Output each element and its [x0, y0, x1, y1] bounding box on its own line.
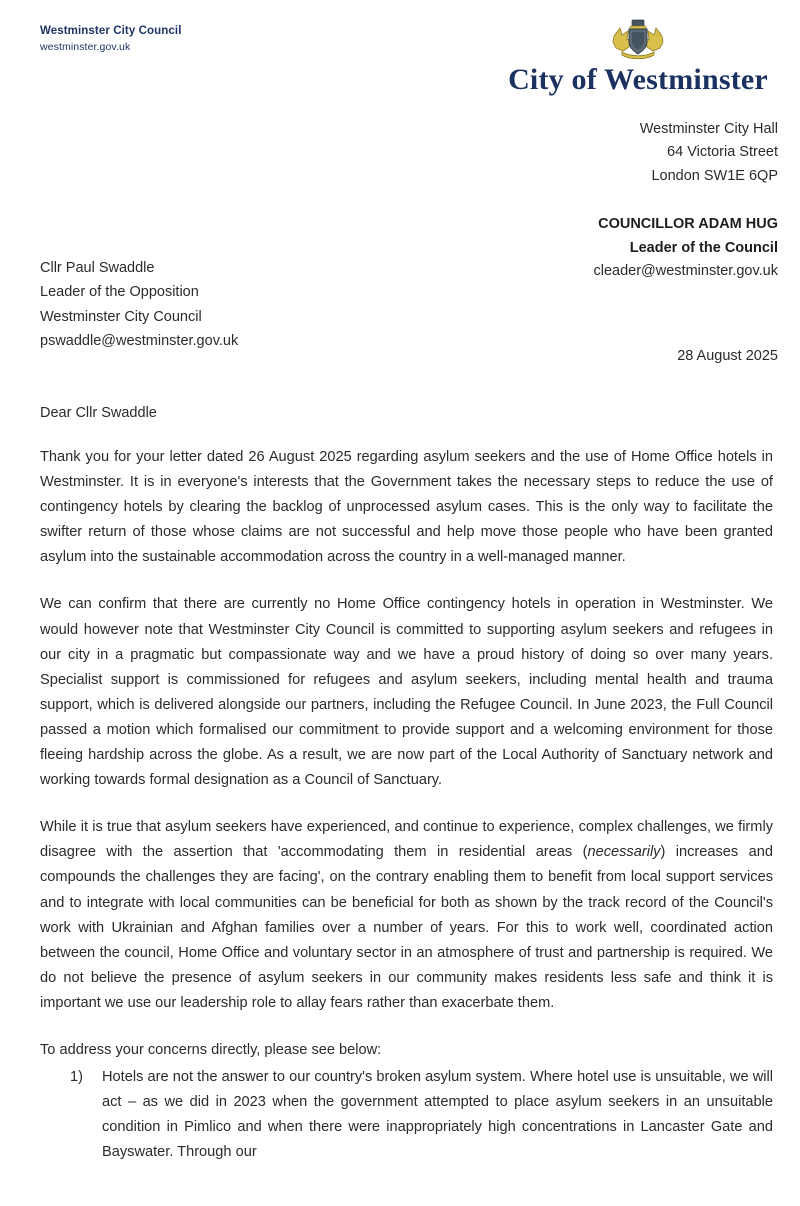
- list-item-text: Hotels are not the answer to our country's broken asylum system. Where hotel use is unsuitable, we will act – as we did in 2023 when the government attempted to place asylum seekers in an unsuitable condition in Pimlico and when there were inappropriately high concentrations in Lancaster Gate and Bayswater. Through our: [102, 1069, 773, 1161]
- council-brand-name: Westminster City Council: [40, 25, 182, 37]
- recipient-details: [40, 256, 440, 353]
- recipient-email: pswaddle@westminster.gov.uk: [40, 333, 239, 350]
- recipient-line: Cllr Paul Swaddle: [40, 260, 155, 276]
- paragraph-text-after-emphasis: ) increases and compounds the challenges they are facing', on the contrary enabling them to benefit from local support services and to integrate with local communities can be beneficial for both as shown by the track record of the Council's work with Ukrainian and Afghan families over a number of years. For this to work well, coordinated action between the council, Home Office and voluntary sector in an atmosphere of trust and partnership is required. We do not believe the presence of asylum seekers in our community makes residents less safe and think it is important we use our leadership role to allay fears rather than exacerbate them.: [40, 844, 773, 1011]
- paragraph-text-before-emphasis: While it is true that asylum seekers have experienced, and continue to experience, complex challenges, we firmly disagree with the assertion that 'accommodating them in residential areas (: [40, 819, 773, 861]
- body-paragraph: We can confirm that there are currently no Home Office contingency hotels in operation in Westminster. We would however note that Westminster City Council is committed to supporting asylum seekers and refugees in our city in a pragmatic but compassionate way and we have a proud history of doing so over many years. Specialist support is commissioned for refugees and asylum seekers, including mental health and trauma support, which is delivered alongside our partners, including the Refugee Council. In June 2023, the Full Council passed a motion which formalised our commitment to provide support and a welcoming environment for those fleeing hardship across the globe. As a result, we are now part of the Local Authority of Sanctuary network and working towards formal designation as a Council of Sanctuary.: [40, 596, 773, 789]
- list-item-marker: 1): [70, 1069, 83, 1086]
- salutation: Dear Cllr Swaddle: [40, 405, 157, 421]
- councillor-role: Leader of the Council: [629, 239, 778, 256]
- letter-date: 28 August 2025: [677, 348, 778, 364]
- recipient-line: Westminster City Council: [40, 308, 202, 325]
- letter-body: [40, 405, 773, 1165]
- sender-address-line: Westminster City Hall: [639, 121, 778, 137]
- letterhead: [0, 0, 800, 106]
- logo-wordmark: City of Westminster: [508, 63, 768, 96]
- westminster-coat-of-arms-icon: [610, 16, 666, 62]
- city-of-westminster-logo: [504, 16, 772, 96]
- emphasised-word: necessarily: [587, 844, 661, 861]
- sender-address-line: 64 Victoria Street: [667, 144, 778, 161]
- body-paragraph: Thank you for your letter dated 26 August 2025 regarding asylum seekers and the use of Home Office hotels in Westminster. It is in everyone's interests that the Government takes the necessary steps to reduce the use of contingency hotels by clearing the backlog of unprocessed asylum cases. This is the only way to facilitate the swifter return of those whose claims are not successful and help move those people who have been granted asylum into the sustainable accommodation across the country in a well-managed manner.: [40, 449, 773, 566]
- list-item: [40, 1065, 773, 1165]
- council-website-url: westminster.gov.uk: [40, 40, 131, 53]
- councillor-email: cleader@westminster.gov.uk: [593, 262, 778, 279]
- body-paragraph-with-emphasis: [40, 815, 773, 1016]
- sender-details: [448, 118, 778, 283]
- sender-address-line: London SW1E 6QP: [651, 167, 778, 184]
- councillor-name: COUNCILLOR ADAM HUG: [598, 216, 778, 233]
- list-intro: To address your concerns directly, please see below:: [40, 1041, 382, 1058]
- council-brand: [40, 24, 182, 54]
- recipient-line: Leader of the Opposition: [40, 284, 199, 301]
- numbered-list: [40, 1065, 773, 1165]
- councillor-details: [448, 213, 778, 283]
